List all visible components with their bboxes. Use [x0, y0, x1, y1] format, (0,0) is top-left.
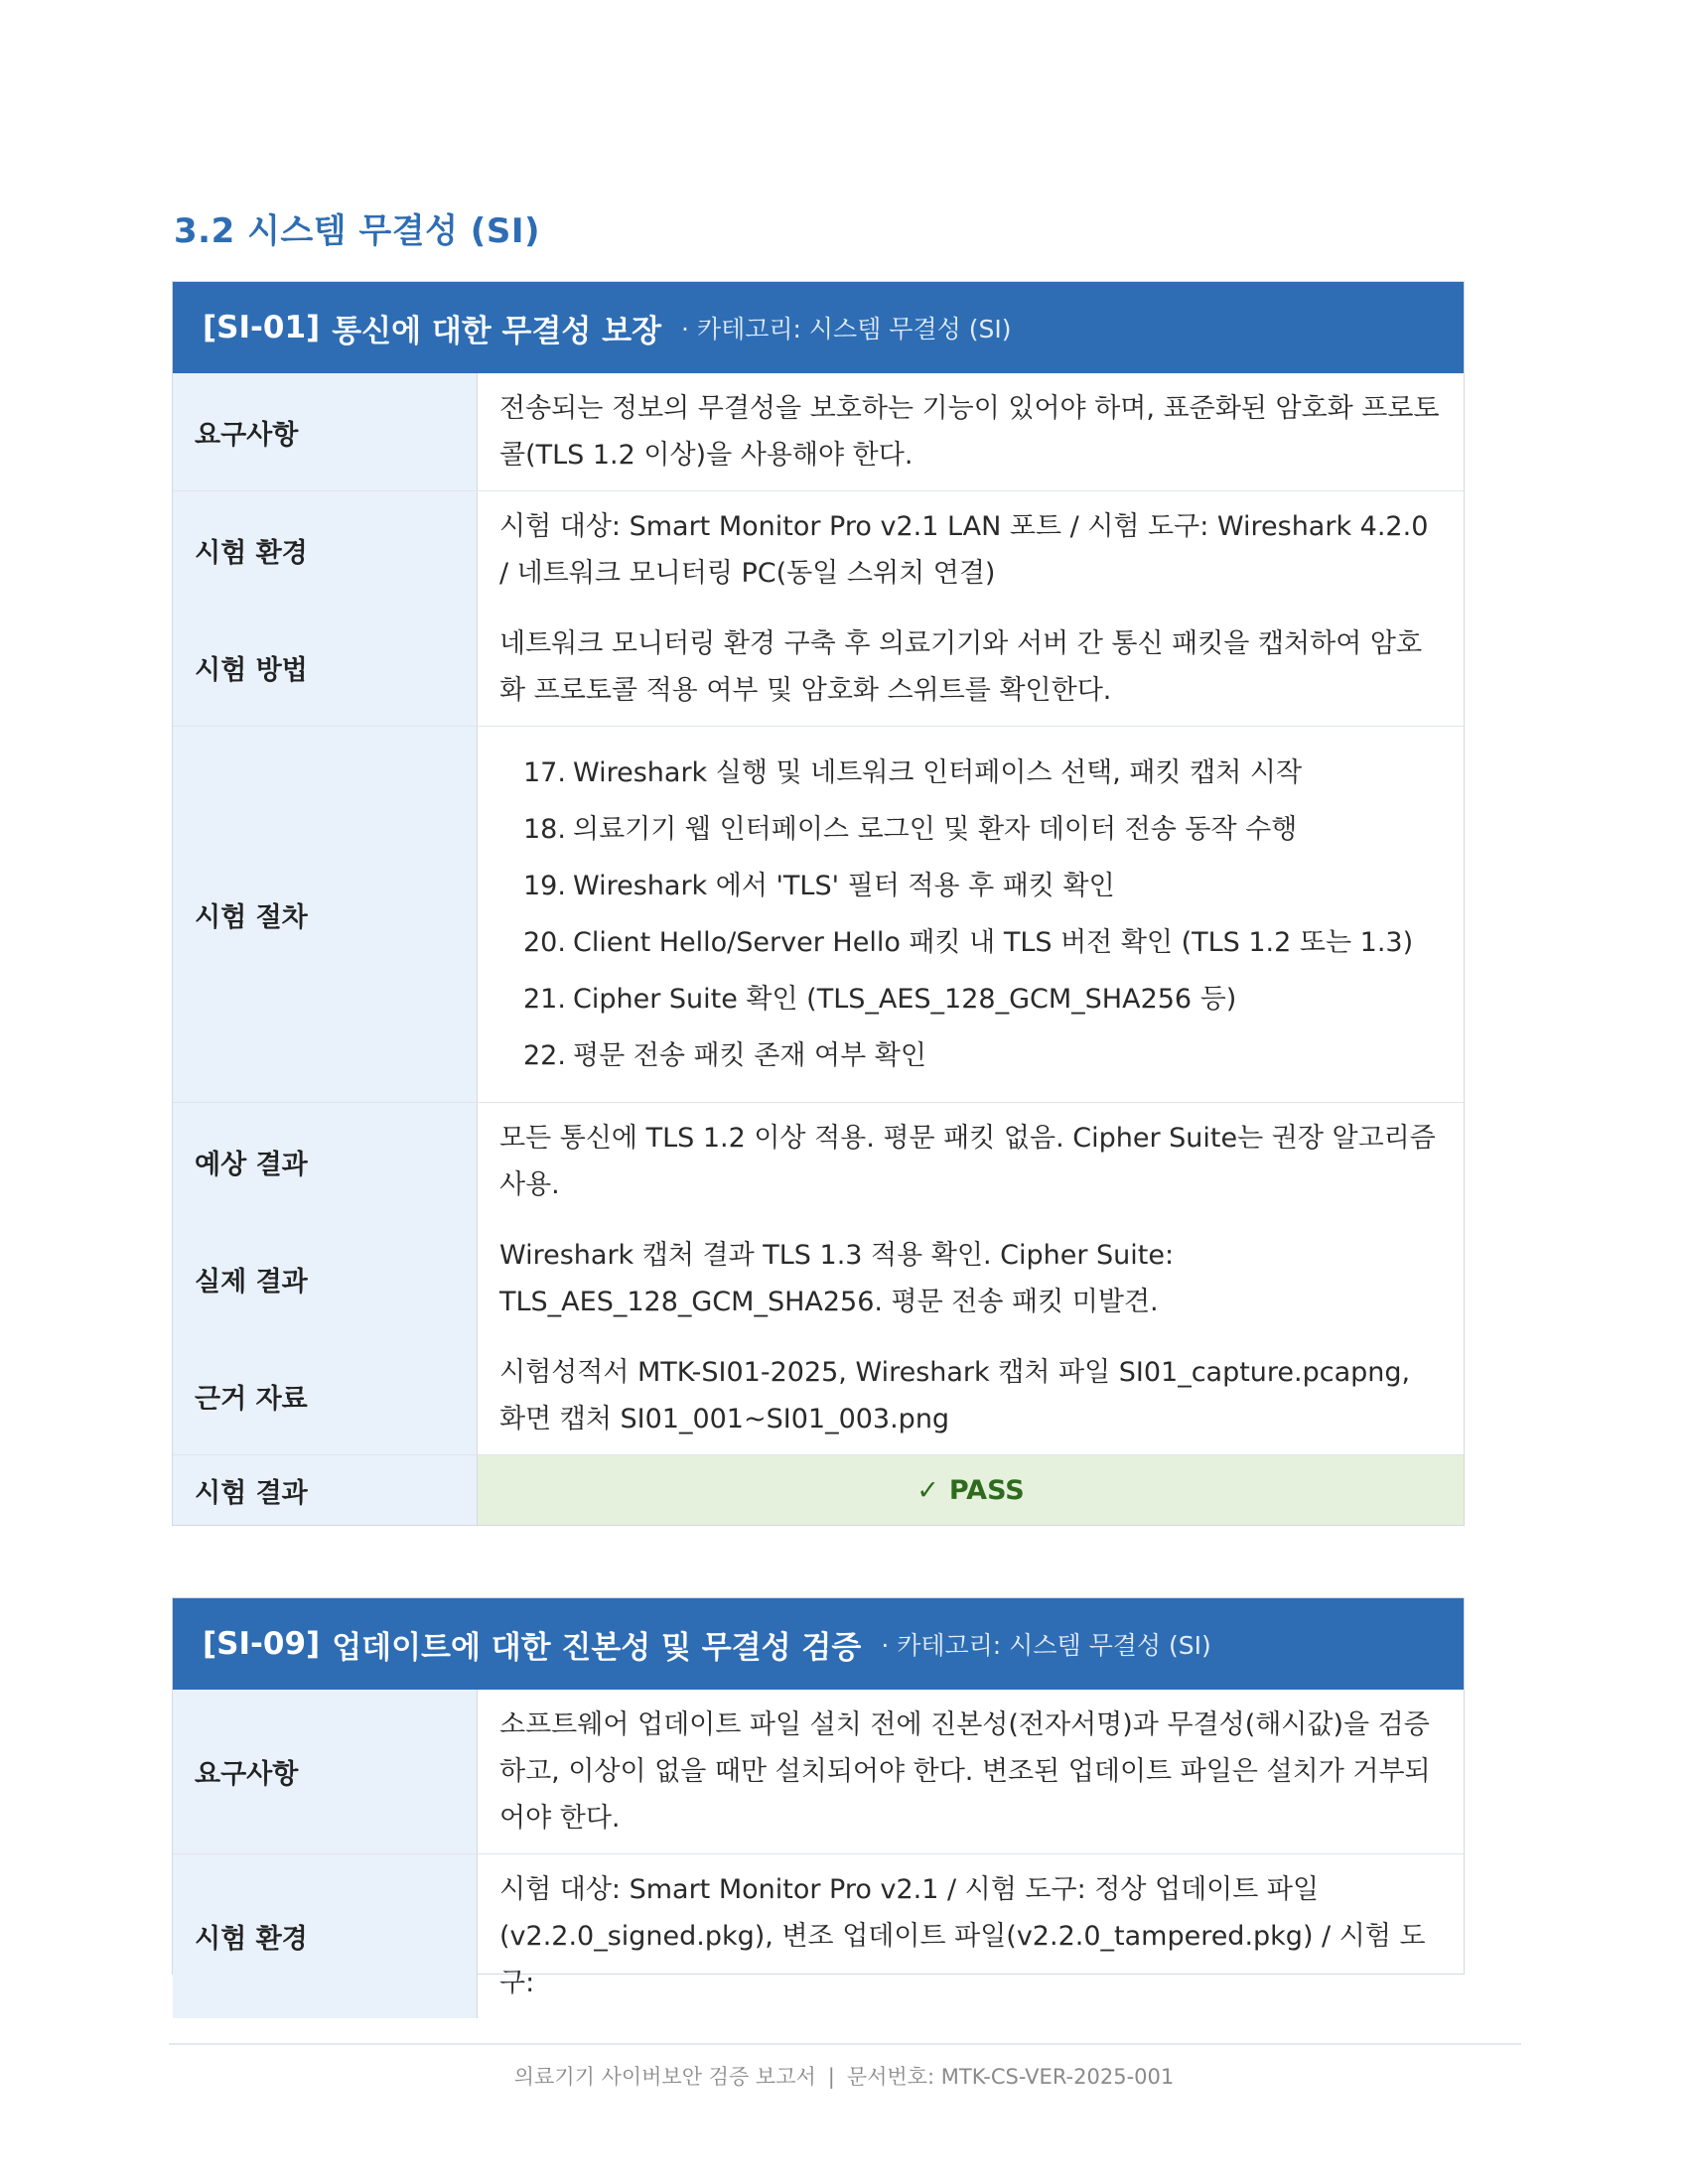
- procedure-step: [523, 745, 1440, 801]
- row-value: 소프트웨어 업데이트 파일 설치 전에 진본성(전자서명)과 무결성(해시값)을 검증하고, 이상이 없을 때만 설치되어야 한다. 변조된 업데이트 파일은 설치가 거부되어야 한다.: [499, 1709, 1431, 1834]
- step-text: 평문 전송 패킷 존재 여부 확인: [573, 1040, 926, 1071]
- step-number: 22.: [523, 1040, 566, 1071]
- footer-divider: [169, 2043, 1521, 2045]
- card-header: [173, 1598, 1464, 1690]
- row-label: 시험 방법: [173, 609, 478, 726]
- environment-row: [173, 490, 1464, 609]
- step-number: 21.: [523, 984, 566, 1015]
- page-footer: [0, 2061, 1688, 2091]
- step-text: Client Hello/Server Hello 패킷 내 TLS 버전 확인 (TLS 1.2 또는 1.3): [573, 927, 1414, 958]
- procedure-step: [523, 858, 1440, 914]
- procedure-step: [523, 914, 1440, 971]
- step-number: 17.: [523, 757, 566, 788]
- row-label: 요구사항: [173, 1690, 478, 1853]
- step-text: Wireshark 실행 및 네트워크 인터페이스 선택, 패킷 캡처 시작: [573, 757, 1303, 788]
- card-title: 통신에 대한 무결성 보장: [332, 313, 662, 349]
- section-title: 3.2 시스템 무결성 (SI): [174, 211, 541, 251]
- card-category: · 카테고리: 시스템 무결성 (SI): [681, 315, 1012, 343]
- row-label: 실제 결과: [173, 1220, 478, 1337]
- requirement-row: [173, 1690, 1464, 1853]
- row-value: 모든 통신에 TLS 1.2 이상 적용. 평문 패킷 없음. Cipher Suite는 권장 알고리즘 사용.: [499, 1123, 1436, 1200]
- procedure-row: [173, 726, 1464, 1102]
- footer-docno: 문서번호: MTK-CS-VER-2025-001: [846, 2065, 1175, 2089]
- card-header: [173, 282, 1464, 373]
- step-number: 19.: [523, 871, 566, 901]
- requirement-row: [173, 373, 1464, 490]
- row-label: 시험 결과: [173, 1455, 478, 1525]
- card-category: · 카테고리: 시스템 무결성 (SI): [881, 1631, 1211, 1660]
- footer-separator: |: [827, 2065, 835, 2089]
- footer-title: 의료기기 사이버보안 검증 보고서: [513, 2065, 816, 2089]
- environment-row: [173, 1853, 1464, 2018]
- row-value: 시험 대상: Smart Monitor Pro v2.1 LAN 포트 / 시험 도구: Wireshark 4.2.0 / 네트워크 모니터링 PC(동일 스위치 연결): [499, 511, 1429, 589]
- method-row: [173, 609, 1464, 726]
- row-value: 전송되는 정보의 무결성을 보호하는 기능이 있어야 하며, 표준화된 암호화 프로토콜(TLS 1.2 이상)을 사용해야 한다.: [499, 393, 1440, 471]
- row-label: 예상 결과: [173, 1103, 478, 1220]
- procedure-step: [523, 801, 1440, 858]
- check-icon: ✓: [916, 1474, 939, 1506]
- step-number: 18.: [523, 814, 566, 845]
- procedure-step: [523, 971, 1440, 1027]
- procedure-step: [523, 1027, 1440, 1084]
- result-text: PASS: [948, 1474, 1025, 1506]
- row-label: 시험 절차: [173, 727, 478, 1102]
- step-text: Cipher Suite 확인 (TLS_AES_128_GCM_SHA256 등): [573, 984, 1237, 1015]
- row-value: 네트워크 모니터링 환경 구축 후 의료기기와 서버 간 통신 패킷을 캡처하여 암호화 프로토콜 적용 여부 및 암호화 스위트를 확인한다.: [499, 628, 1423, 706]
- card-title: 업데이트에 대한 진본성 및 무결성 검증: [332, 1629, 862, 1666]
- pass-badge: [478, 1455, 1464, 1525]
- row-label: 시험 환경: [173, 491, 478, 609]
- row-value: Wireshark 캡처 결과 TLS 1.3 적용 확인. Cipher Suite: TLS_AES_128_GCM_SHA256. 평문 전송 패킷 미발견.: [499, 1240, 1175, 1317]
- step-text: 의료기기 웹 인터페이스 로그인 및 환자 데이터 전송 동작 수행: [573, 814, 1298, 845]
- actual-row: [173, 1220, 1464, 1337]
- procedure-list: [478, 727, 1464, 1102]
- row-value: 시험성적서 MTK-SI01-2025, Wireshark 캡처 파일 SI01_capture.pcapng, 화면 캡처 SI01_001~SI01_003.png: [499, 1357, 1411, 1434]
- row-value: 시험 대상: Smart Monitor Pro v2.1 / 시험 도구: 정상 업데이트 파일(v2.2.0_signed.pkg), 변조 업데이트 파일(v2.2.0_tampered.pkg) / 시험 도구:: [499, 1874, 1426, 1998]
- test-card-si-09: [172, 1597, 1465, 1998]
- result-row: [173, 1454, 1464, 1525]
- evidence-row: [173, 1337, 1464, 1454]
- expected-row: [173, 1102, 1464, 1220]
- row-label: 근거 자료: [173, 1337, 478, 1454]
- card-id: [SI-09]: [203, 1626, 321, 1662]
- test-card-si-01: [172, 281, 1465, 1526]
- row-label: 요구사항: [173, 373, 478, 490]
- step-number: 20.: [523, 927, 566, 958]
- step-text: Wireshark 에서 'TLS' 필터 적용 후 패킷 확인: [573, 871, 1115, 901]
- card-id: [SI-01]: [203, 310, 321, 345]
- row-label: 시험 환경: [173, 1854, 478, 2018]
